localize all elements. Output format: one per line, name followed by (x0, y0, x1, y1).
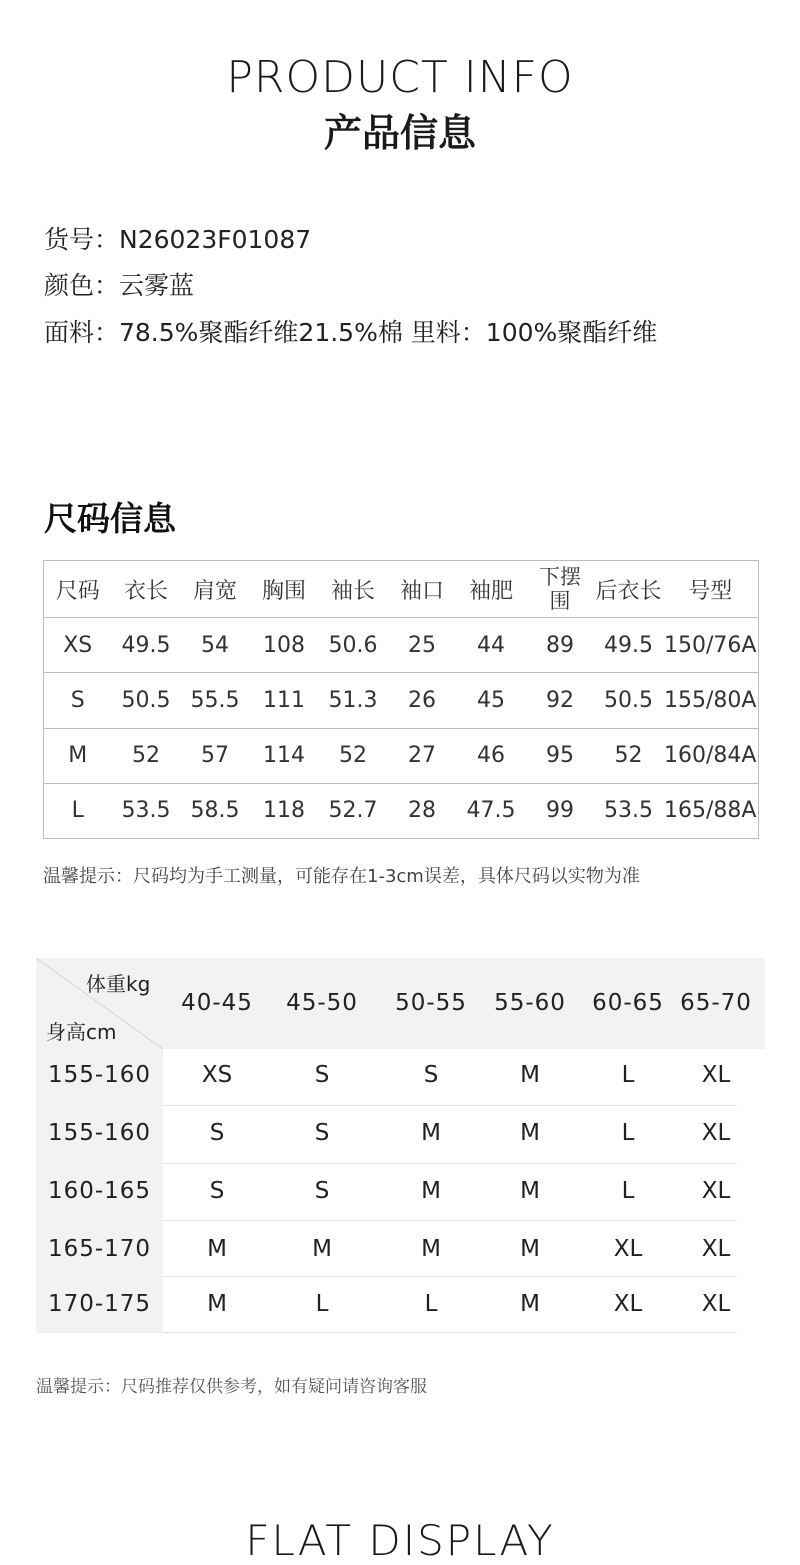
recommended-size-cell: XL (613, 1236, 643, 1262)
recommended-size-cell: S (314, 1120, 330, 1146)
height-range-cell: 155-160 (47, 1062, 152, 1088)
size-cell: 118 (250, 783, 319, 838)
size-cell: 92 (526, 673, 595, 728)
product-info-title-en: PRODUCT INFO (226, 52, 574, 103)
recommended-size-cell: XL (701, 1291, 731, 1317)
recommended-size-cell: XL (701, 1178, 731, 1204)
recommended-size-cell: S (314, 1062, 330, 1088)
size-cell: 52.7 (319, 783, 388, 838)
recommended-size-cell: S (209, 1178, 225, 1204)
size-cell: 50.5 (112, 673, 181, 728)
size-cell: 114 (250, 728, 319, 783)
recommend-note: 温馨提示：尺码推荐仅供参考，如有疑问请咨询客服 (36, 1377, 427, 1397)
size-cell: 99 (526, 783, 595, 838)
weight-label: 体重kg (86, 972, 151, 996)
recommended-size-cell: L (621, 1062, 635, 1088)
size-cell: XS (44, 618, 112, 673)
recommended-size-cell: XL (701, 1236, 731, 1262)
weight-range-cell: 55-60 (494, 990, 566, 1016)
size-cell: 52 (595, 728, 663, 783)
size-table-row (44, 673, 759, 728)
row-divider (163, 1105, 737, 1106)
weight-range-cell: 40-45 (181, 990, 253, 1016)
recommended-size-cell: L (315, 1291, 329, 1317)
recommended-size-cell: M (520, 1120, 540, 1146)
size-cell: 26 (388, 673, 457, 728)
weight-range-cell: 45-50 (286, 990, 358, 1016)
size-cell: 45 (457, 673, 526, 728)
recommended-size-cell: XL (701, 1120, 731, 1146)
row-divider (163, 1163, 737, 1164)
recommended-size-cell: M (421, 1236, 441, 1262)
size-header-cell: 后衣长 (595, 561, 663, 618)
size-cell: 52 (319, 728, 388, 783)
size-header-cell: 号型 (663, 561, 759, 618)
size-cell: 150/76A (663, 618, 759, 673)
height-range-cell: 170-175 (47, 1291, 152, 1317)
size-note: 温馨提示：尺码均为手工测量，可能存在1-3cm误差，具体尺码以实物为准 (43, 866, 640, 887)
size-cell: S (44, 673, 112, 728)
recommended-size-cell: M (207, 1291, 227, 1317)
item-number: 货号：N26023F01087 (44, 225, 312, 254)
recommended-size-cell: XL (701, 1062, 731, 1088)
size-cell: 95 (526, 728, 595, 783)
recommended-size-cell: S (209, 1120, 225, 1146)
size-cell: 27 (388, 728, 457, 783)
recommended-size-cell: XL (613, 1291, 643, 1317)
size-cell: 165/88A (663, 783, 759, 838)
size-header-cell: 下摆 围 (526, 561, 595, 618)
size-cell: 89 (526, 618, 595, 673)
size-header-cell: 衣长 (112, 561, 181, 618)
height-range-cell: 160-165 (47, 1178, 152, 1204)
recommended-size-cell: L (621, 1120, 635, 1146)
size-table-row (44, 728, 759, 783)
size-cell: 155/80A (663, 673, 759, 728)
recommended-size-cell: S (314, 1178, 330, 1204)
recommended-size-cell: M (520, 1291, 540, 1317)
recommended-size-cell: M (207, 1236, 227, 1262)
size-cell: 44 (457, 618, 526, 673)
recommended-size-cell: M (421, 1120, 441, 1146)
weight-range-cell: 60-65 (592, 990, 664, 1016)
height-range-cell: 165-170 (47, 1236, 152, 1262)
size-cell: 160/84A (663, 728, 759, 783)
recommended-size-cell: M (520, 1236, 540, 1262)
height-label: 身高cm (46, 1020, 117, 1044)
size-header-cell: 袖长 (319, 561, 388, 618)
size-cell: 52 (112, 728, 181, 783)
size-cell: 57 (181, 728, 250, 783)
size-table-header (44, 561, 759, 618)
size-section-title: 尺码信息 (44, 499, 176, 538)
size-cell: 53.5 (112, 783, 181, 838)
size-cell: 50.5 (595, 673, 663, 728)
size-cell: 111 (250, 673, 319, 728)
size-cell: 28 (388, 783, 457, 838)
size-cell: M (44, 728, 112, 783)
color-info: 颜色：云雾蓝 (44, 271, 195, 300)
recommended-size-cell: M (421, 1178, 441, 1204)
size-cell: 49.5 (112, 618, 181, 673)
size-table (43, 560, 759, 839)
recommended-size-cell: S (423, 1062, 439, 1088)
row-divider (163, 1220, 737, 1221)
flat-display-title: FLAT DISPLAY (245, 1516, 555, 1565)
recommended-size-cell: M (520, 1178, 540, 1204)
size-cell: 46 (457, 728, 526, 783)
recommended-size-cell: L (424, 1291, 438, 1317)
size-cell: 58.5 (181, 783, 250, 838)
size-table-row (44, 783, 759, 838)
size-cell: 51.3 (319, 673, 388, 728)
row-divider (163, 1332, 737, 1333)
size-cell: 55.5 (181, 673, 250, 728)
weight-range-cell: 50-55 (395, 990, 467, 1016)
recommended-size-cell: M (520, 1062, 540, 1088)
size-table-row (44, 618, 759, 673)
size-header-cell: 袖口 (388, 561, 457, 618)
recommended-size-cell: L (621, 1178, 635, 1204)
recommended-size-cell: M (312, 1236, 332, 1262)
fabric-info: 面料：78.5%聚酯纤维21.5%棉 里料：100%聚酯纤维 (44, 318, 658, 347)
size-cell: L (44, 783, 112, 838)
size-cell: 47.5 (457, 783, 526, 838)
product-info-title-cn: 产品信息 (323, 111, 476, 155)
weight-range-cell: 65-70 (680, 990, 752, 1016)
size-cell: 108 (250, 618, 319, 673)
size-header-cell: 肩宽 (181, 561, 250, 618)
size-header-cell: 胸围 (250, 561, 319, 618)
row-divider (163, 1276, 737, 1277)
size-cell: 49.5 (595, 618, 663, 673)
recommended-size-cell: XS (201, 1062, 233, 1088)
size-header-cell: 尺码 (44, 561, 112, 618)
height-range-cell: 155-160 (47, 1120, 152, 1146)
size-cell: 50.6 (319, 618, 388, 673)
size-cell: 25 (388, 618, 457, 673)
size-cell: 54 (181, 618, 250, 673)
size-header-cell: 袖肥 (457, 561, 526, 618)
size-cell: 53.5 (595, 783, 663, 838)
